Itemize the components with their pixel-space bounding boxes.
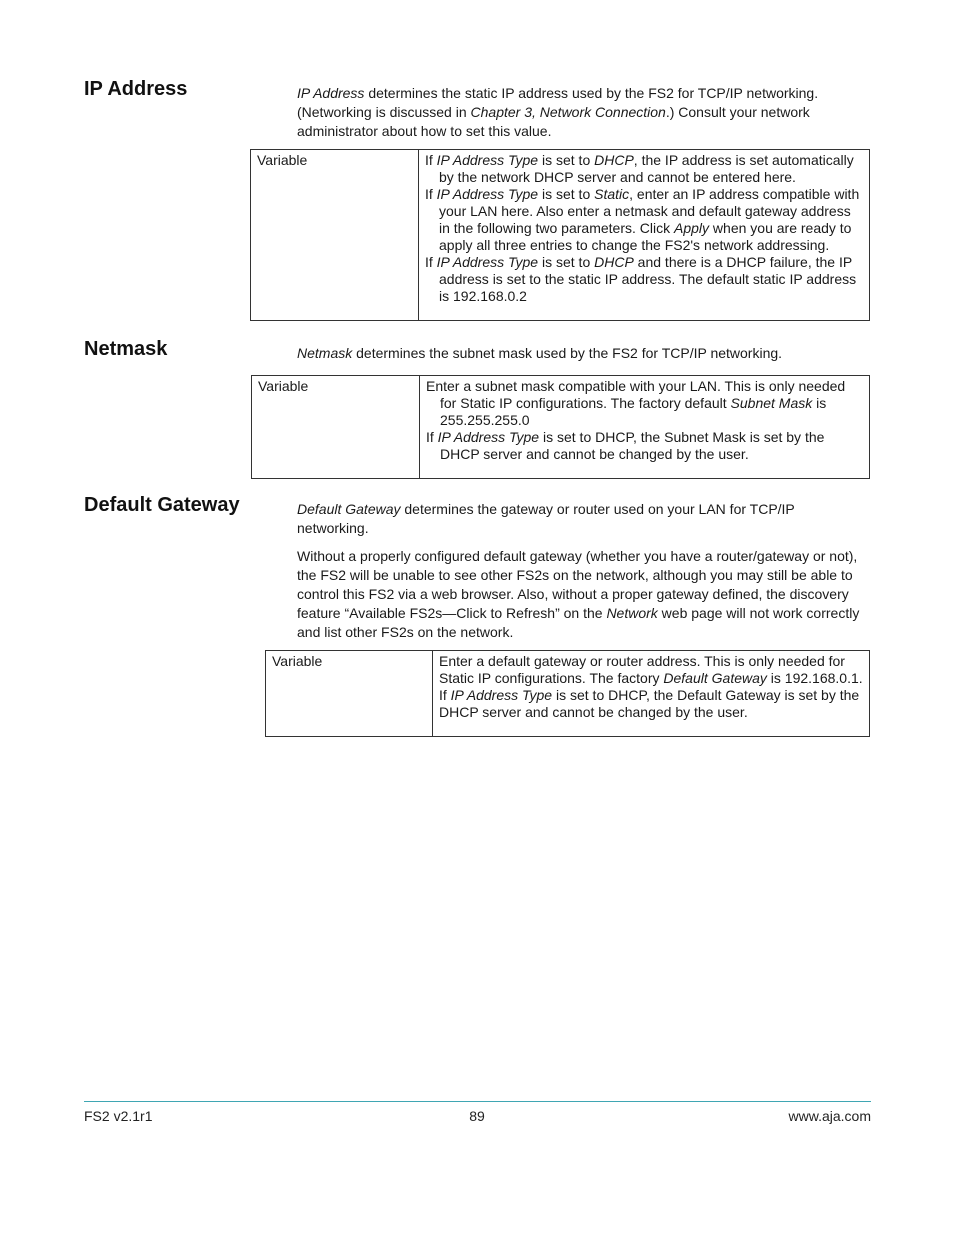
page-number: 89 xyxy=(469,1108,485,1124)
footer-version: FS2 v2.1r1 xyxy=(84,1108,153,1124)
heading-default-gateway: Default Gateway xyxy=(84,494,240,516)
netmask-variable-description: Enter a subnet mask compatible with your LAN. This is only needed for Static IP configurations. The factory default Subnet Mask is 255.255.255.0 If IP Address Type is set to DHCP, the Subnet Mask is set by the DHCP server and cannot be changed by the user. xyxy=(420,376,870,479)
default-gateway-table xyxy=(265,650,870,737)
footer-website: www.aja.com xyxy=(788,1108,871,1124)
default-gateway-note: Without a properly configured default gateway (whether you have a router/gateway or not), the FS2 will be unable to see other FS2s on the network, although you may still be able to control this FS2 via a web browser. Also, without a proper gateway defined, the discovery feature “Available FS2s—Click to Refresh” on the Network web page will not work correctly and list other FS2s on the network. xyxy=(297,548,860,640)
netmask-variable-label: Variable xyxy=(252,376,420,479)
ip-address-variable-label: Variable xyxy=(251,150,419,321)
heading-ip-address: IP Address xyxy=(84,78,188,100)
netmask-table xyxy=(251,375,870,479)
ip-address-table xyxy=(250,149,870,321)
heading-netmask: Netmask xyxy=(84,338,168,360)
footer-divider xyxy=(84,1101,871,1102)
ip-address-variable-description: If IP Address Type is set to DHCP, the IP address is set automatically by the network DHCP server and cannot be entered here. If IP Address Type is set to Static, enter an IP address compatible with your LAN here. Also enter a netmask and default gateway address in the following two parameters. Click Apply when you are ready to apply all three entries to change the FS2's network addressing. If IP Address Type is set to DHCP and there is a DHCP failure, the IP address is set to the static IP address. The default static IP address is 192.168.0.2 xyxy=(419,150,870,321)
default-gateway-description: Default Gateway determines the gateway or router used on your LAN for TCP/IP networking. xyxy=(297,501,795,536)
netmask-description: Netmask determines the subnet mask used by the FS2 for TCP/IP networking. xyxy=(297,345,783,361)
default-gateway-variable-label: Variable xyxy=(266,651,433,737)
ip-address-description: IP Address determines the static IP address used by the FS2 for TCP/IP networking. (Networking is discussed in Chapter 3, Network Connection.) Consult your network administrator about how to set this value. xyxy=(297,85,819,139)
default-gateway-variable-description: Enter a default gateway or router address. This is only needed for Static IP configurations. The factory Default Gateway is 192.168.0.1. If IP Address Type is set to DHCP, the Default Gateway is set by the DHCP server and cannot be changed by the user. xyxy=(433,651,870,737)
